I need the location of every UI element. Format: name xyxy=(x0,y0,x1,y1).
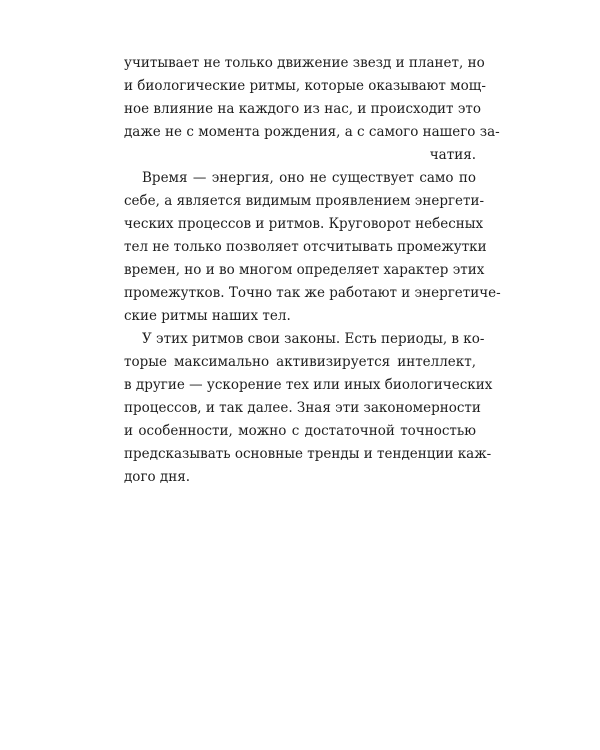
body-text xyxy=(124,52,501,489)
text-line: учитывает не только движение звезд и планет, но xyxy=(124,55,485,71)
text-line: Время — энергия, оно не существует само по xyxy=(142,170,476,186)
text-line: ное влияние на каждого из нас, и происходит это xyxy=(124,101,481,117)
text-line: У этих ритмов свои законы. Есть периоды, в ко- xyxy=(142,331,485,347)
text-line: и биологические ритмы, которые оказывают мощ- xyxy=(124,78,486,94)
text-line: ческих процессов и ритмов. Круговорот небесных xyxy=(124,216,484,232)
text-line: торые максимально активизируется интеллект, xyxy=(124,354,476,370)
text-line: ские ритмы наших тел. xyxy=(124,308,291,324)
paragraph xyxy=(124,167,501,328)
text-line: в другие — ускорение тех или иных биологических xyxy=(124,377,493,393)
text-line: себе, а является видимым проявлением энергети- xyxy=(124,193,485,209)
text-line: промежутков. Точно так же работают и энергетиче- xyxy=(124,285,501,301)
text-line: процессов, и так далее. Зная эти закономерности xyxy=(124,400,481,416)
paragraph xyxy=(124,328,493,489)
paragraph xyxy=(124,52,500,167)
text-line: предсказывать основные тренды и тенденции каж- xyxy=(124,446,492,462)
text-line: времен, но и во многом определяет характер этих xyxy=(124,262,485,278)
text-line: даже не с момента рождения, а с самого нашего за- xyxy=(124,124,500,140)
text-line: чатия. xyxy=(429,147,476,163)
text-line: тел не только позволяет отсчитывать промежутки xyxy=(124,239,487,255)
text-line: и особенности, можно с достаточной точностью xyxy=(124,423,476,439)
text-line: дого дня. xyxy=(124,469,191,485)
